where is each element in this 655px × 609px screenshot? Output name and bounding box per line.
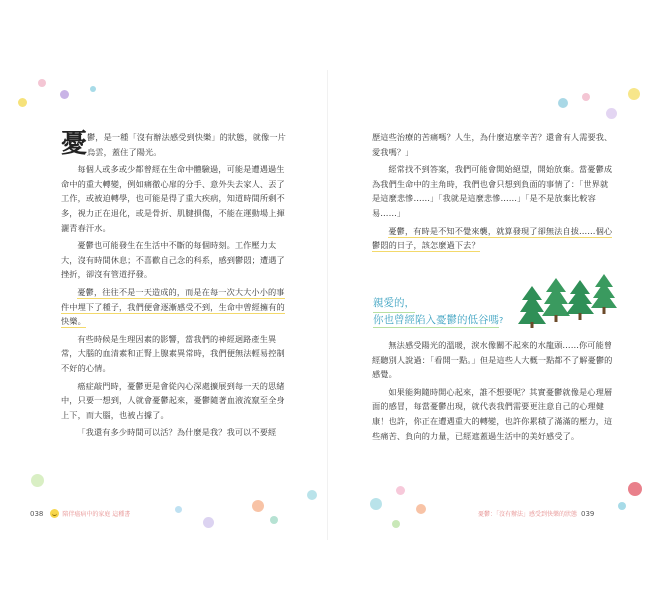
decor-dot (416, 504, 426, 514)
left-page (0, 0, 327, 609)
decor-dot (60, 90, 69, 99)
decor-dot (370, 498, 382, 510)
decor-dot (307, 490, 317, 500)
chapter-title: 憂鬱：「沒有辦法」感受到快樂的狀態 (478, 511, 578, 518)
decor-dot (618, 502, 626, 510)
decor-dot (558, 98, 568, 108)
paragraph: 無法感受陽光的溫暖，淚水像關不起來的水龍頭……你可能曾經聽別人說過：「看開一點。」但是這些人大概一點都不了解憂鬱的感覺。 (372, 340, 613, 380)
decor-dot (18, 98, 27, 107)
section-heading (373, 296, 503, 328)
left-footer (26, 509, 130, 518)
tree-illustration (518, 272, 618, 328)
decor-dot (606, 108, 617, 119)
paragraph: 每個人或多或少都曾經在生命中體驗過，可能是遭遇過生命中的重大轉變，例如痛徹心扉的分手、意外失去家人、丟了工作，或被迫轉學，也可能是得了重大疾病，知道時間所剩不多，視力正在退化，或是骨折、肌腱損傷，不能在運動場上揮灑青春汗水。 (61, 164, 285, 233)
decor-dot (38, 79, 46, 87)
paragraph: 「我還有多少時間可以活？為什麼是我？我可以不要經 (77, 427, 277, 438)
page-number: 038 (30, 509, 44, 518)
book-title: 陪伴癌病中的家庭 這種書 (62, 511, 131, 518)
highlight-text: 憂鬱，有時是不知不覺來襲，就算發現了卻無法自拔……個心鬱悶的日子，該怎麼過下去？ (372, 225, 613, 251)
right-page (328, 0, 655, 609)
decor-dot (270, 516, 278, 524)
left-body-text (61, 130, 289, 443)
decor-dot (175, 506, 182, 513)
decor-dot (203, 517, 214, 528)
pine-tree-icon (591, 274, 617, 314)
pine-tree-icon (518, 286, 546, 328)
paragraph-highlighted (61, 285, 289, 329)
paragraph-text: 鬱，是一種「沒有辦法感受到快樂」的狀態，就像一片烏雲，蓋住了陽光。 (87, 132, 286, 157)
page-number: 039 (581, 509, 595, 518)
paragraph: 有些時候是生理因素的影響，當我們的神經迴路產生異常，大腦的血清素和正腎上腺素異常時，我們便無法輕易控制不好的心情。 (61, 333, 285, 373)
decor-dot (252, 500, 264, 512)
decor-dot (392, 520, 400, 528)
drop-cap: 憂 (61, 129, 88, 159)
smiley-icon (50, 509, 59, 518)
decor-dot (90, 86, 96, 92)
decor-dot (582, 93, 590, 101)
paragraph: 如果能夠隨時開心起來，誰不想要呢？其實憂鬱就像是心理層面的感冒，每當憂鬱出現，就代表我們需要更注意自己的心理健康！也許，你正在遭遇重大的轉變，也許你累積了滿滿的壓力，這些痛苦、負向的力量，已經遮蓋過生活中的美好感受了。 (372, 386, 613, 441)
decor-dot (31, 474, 44, 487)
highlight-text: 憂鬱，往往不是一天造成的，而是在每一次大大小小的事件中埋下了種子，我們便會逐漸感受不到，生命中曾經擁有的快樂。 (61, 286, 285, 327)
paragraph: 憂鬱也可能發生在生活中不斷的每個時刻。工作壓力太大，沒有時間休息；不喜歡自己念的科系，感到鬱悶；遭遇了挫折，卻沒有管道抒發。 (61, 240, 285, 280)
heading-line-2: 你也曾經陷入憂鬱的低谷嗎 (373, 314, 499, 326)
right-body-text-top (372, 130, 616, 256)
question-mark: ? (499, 316, 504, 325)
heading-line-1: 親愛的， (373, 296, 415, 313)
paragraph-highlighted (372, 224, 616, 253)
right-footer (478, 509, 598, 518)
decor-dot (396, 486, 405, 495)
right-body-text-bottom (372, 338, 616, 446)
paragraph: 歷這些治療的苦痛嗎？人生，為什麼這麼辛苦？還會有人需要我、愛我嗎？」 (372, 132, 613, 157)
decor-dot (628, 88, 640, 100)
pine-tree-icon (542, 278, 570, 322)
decor-dot (628, 482, 642, 496)
paragraph: 經常找不到答案，我們可能會開始絕望，開始放棄。當憂鬱成為我們生命中的主角時，我們也會只想到負面的事情了：「世界就是這麼悲慘……」「我就是這麼悲慘……」「是不是放棄比較容易……」 (372, 164, 613, 218)
pine-tree-icon (566, 280, 594, 320)
opening-paragraph (61, 130, 289, 159)
paragraph: 癌症敲門時，憂鬱更是會從內心深處擴展到每一天的思緒中，只要一想到，人就會憂鬱起來，憂鬱隨著血液流竄至全身上下，而大腦，也被占據了。 (61, 380, 285, 420)
